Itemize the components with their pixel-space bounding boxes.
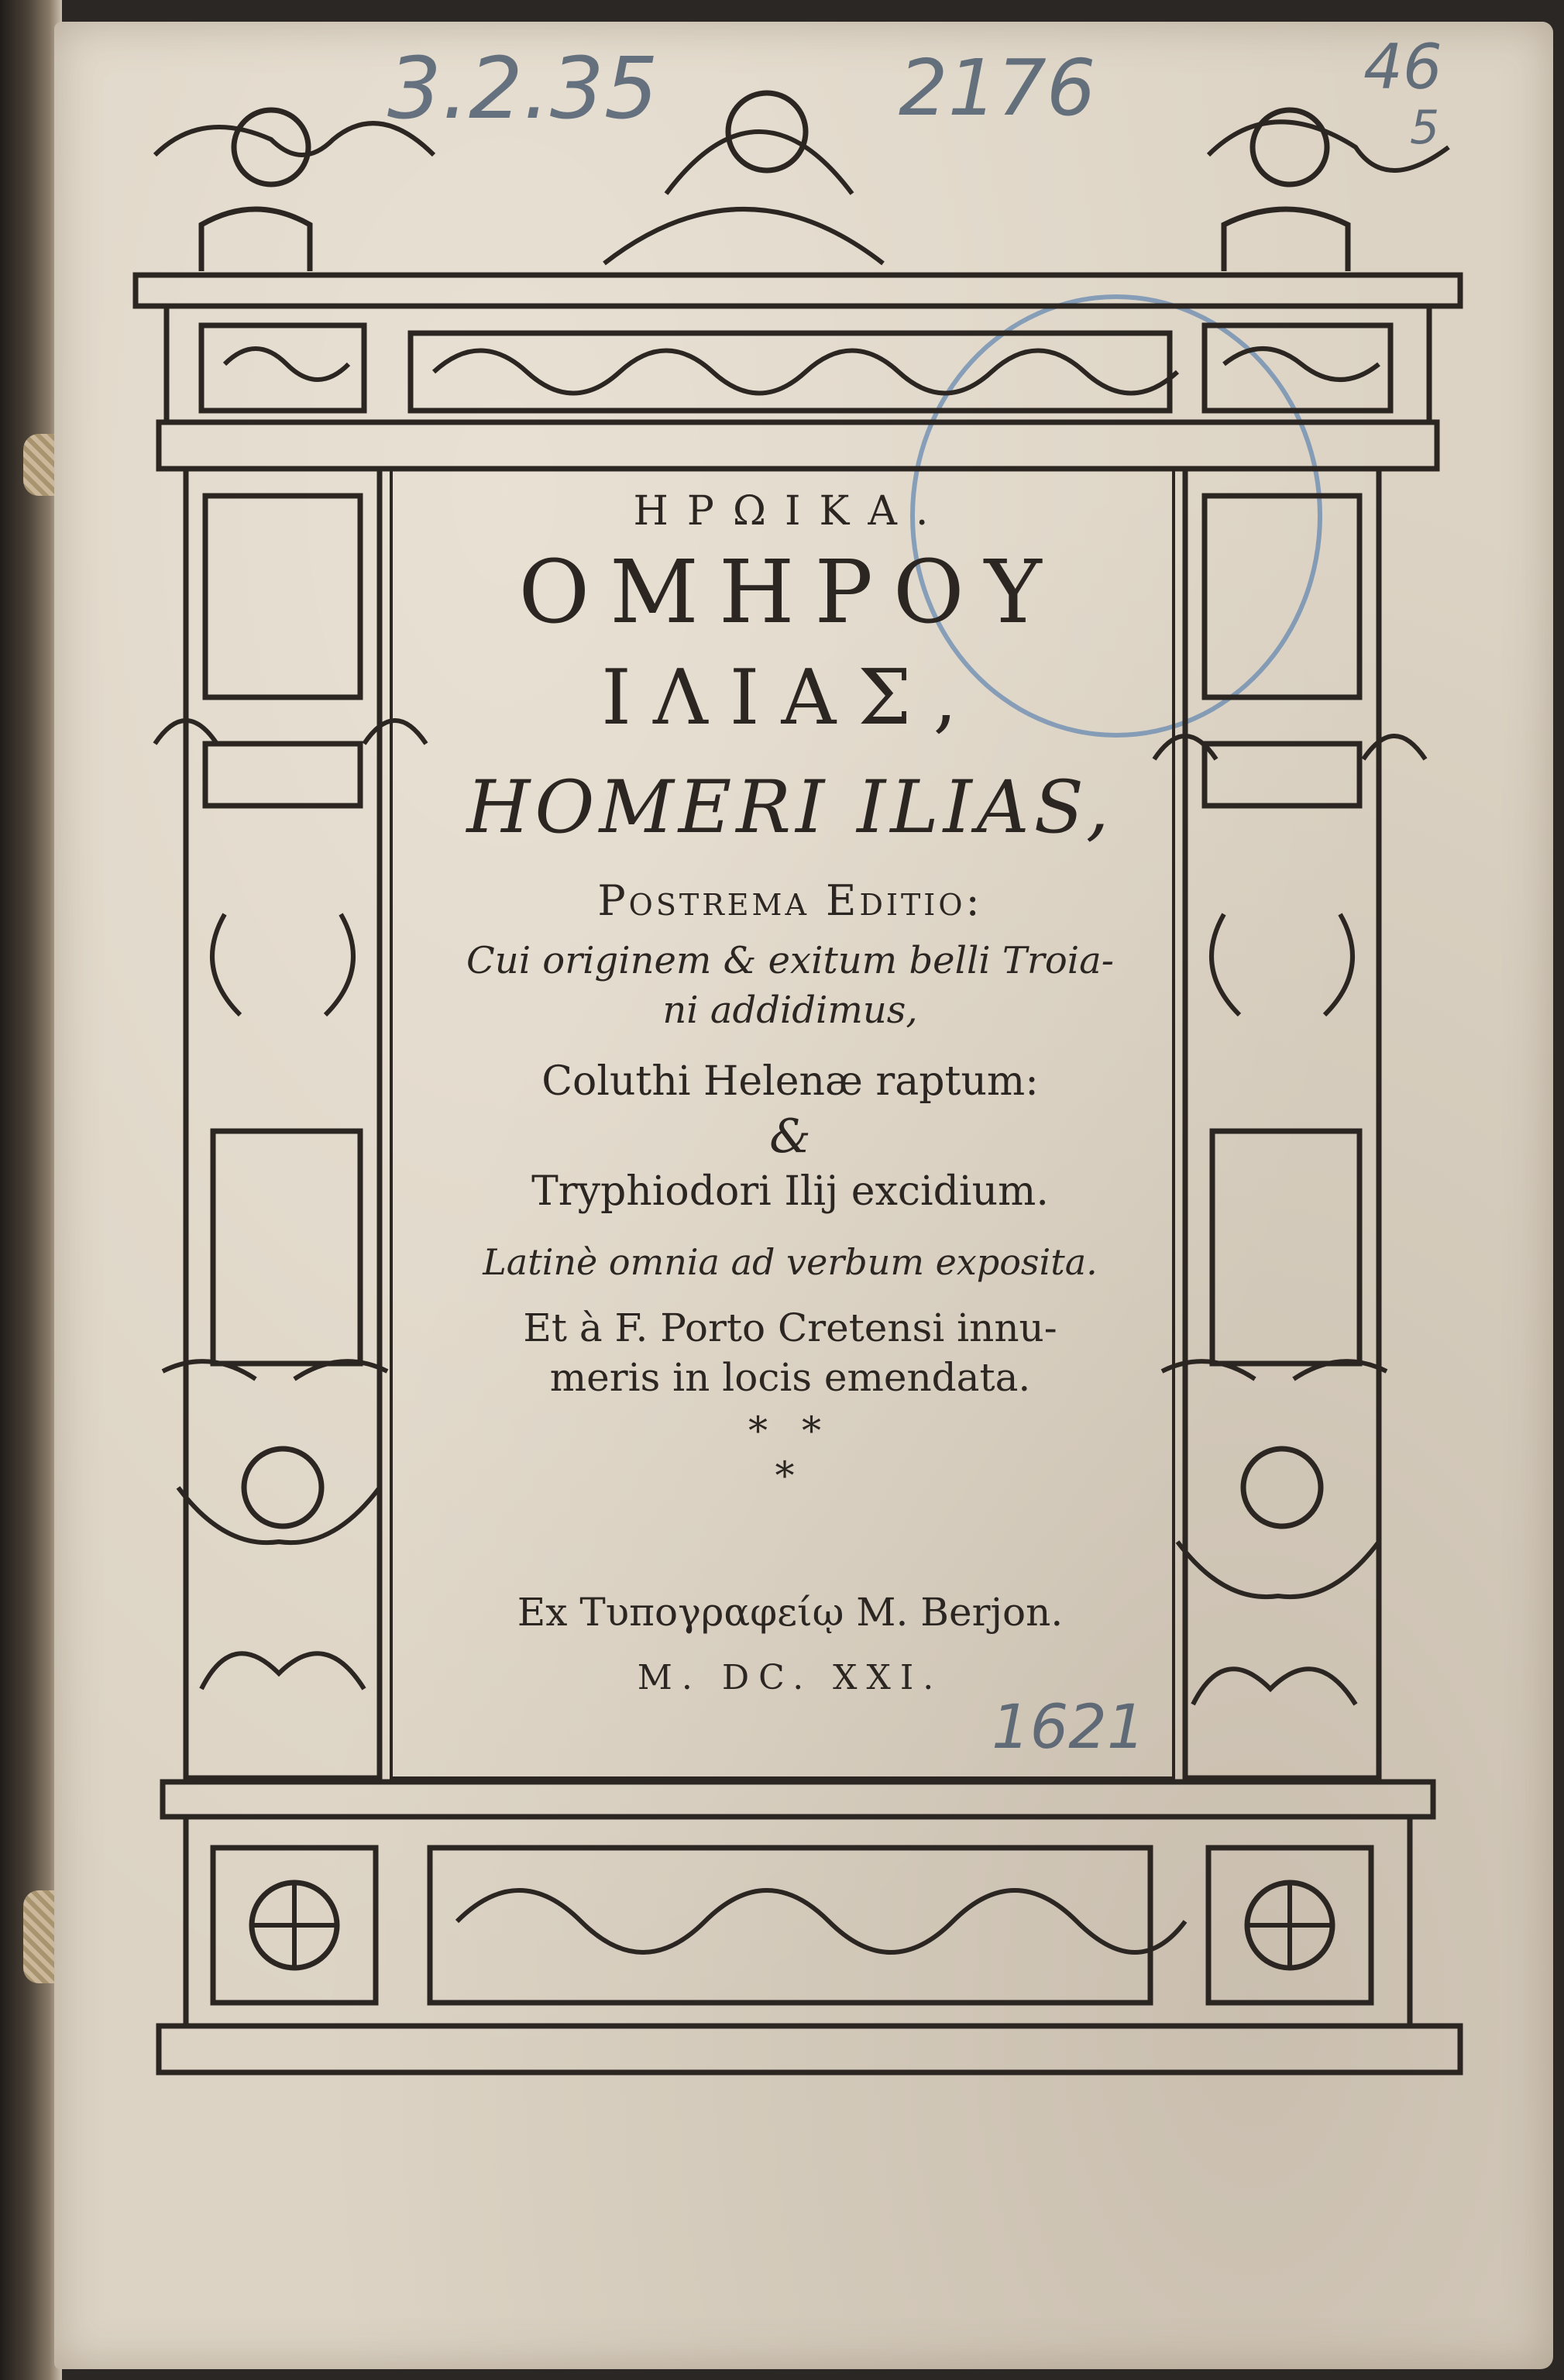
greek-homerou: ΟΜΗΡΟΥ: [518, 542, 1062, 643]
frame-left-column: [186, 469, 380, 1778]
porto-line-2: meris in locis emendata.: [549, 1355, 1031, 1400]
corner-note: 46: [1363, 31, 1442, 103]
title-text: [403, 488, 1177, 1697]
porto-line-1: Et à F. Porto Cretensi innu-: [523, 1305, 1057, 1350]
cherub-right: [1243, 1449, 1321, 1526]
ampersand: &: [769, 1109, 811, 1164]
subtitle-line-1: Cui originem & exitum belli Troia-: [466, 939, 1114, 982]
frame-top-cornice: [136, 275, 1460, 306]
imprint-date: M. DC. XXI.: [637, 1658, 944, 1697]
year-note: 1621: [992, 1693, 1146, 1763]
corner-sub-note: 5: [1410, 101, 1440, 155]
number-note: 2176: [899, 43, 1096, 133]
latin-exposita-line: Latinè omnia ad verbum exposita.: [483, 1241, 1098, 1283]
tryphiodorus-line: Tryphiodori Ilij excidium.: [531, 1168, 1049, 1215]
coluthus-line: Coluthi Helenæ raptum:: [541, 1058, 1039, 1105]
asterisk-bottom: *: [775, 1453, 806, 1498]
subtitle-line-2: ni addidimus,: [662, 989, 918, 1032]
greek-ilias: ΙΛΙΑΣ,: [601, 654, 979, 742]
cherub-left: [244, 1449, 321, 1526]
imprint: Ex Τυπογραφείῳ M. Berjon.: [517, 1590, 1064, 1635]
frame-base-top: [163, 1782, 1433, 1817]
asterisks-top: * *: [748, 1408, 832, 1453]
greek-heroika: ΗΡΩΙΚΑ.: [633, 488, 947, 535]
shelfmark-note: 3.2.35: [387, 39, 658, 138]
latin-title: HOMERI ILIAS,: [466, 765, 1114, 850]
edition-line: Postrema Editio:: [597, 876, 983, 925]
